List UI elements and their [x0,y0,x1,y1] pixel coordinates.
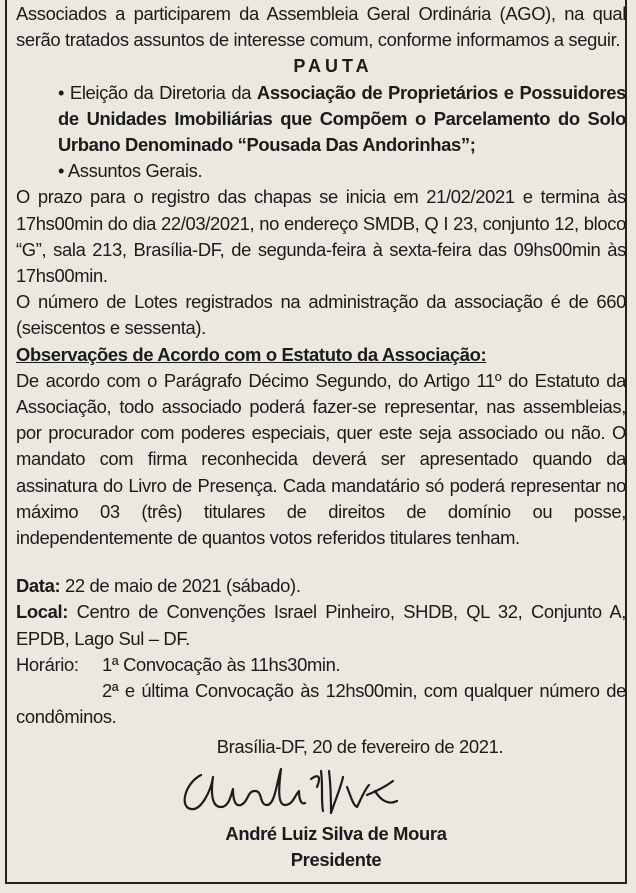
signer-name: André Luiz Silva de Moura [225,822,447,844]
local-line [16,599,626,651]
pauta-heading: PAUTA [293,56,373,77]
agenda-item-2: • Assuntos Gerais. [58,160,203,182]
intro-paragraph: Associados a participarem da Assembleia Geral Ordinária (AGO), na qual serão tratados assuntos de interesse comum, conforme informamos a seguir. [16,3,626,51]
place-date: Brasília-DF, 20 de fevereiro de 2021. [216,736,504,758]
lotes-paragraph: O número de Lotes registrados na administração da associação é de 660 (seiscentos e sessenta). [16,291,626,339]
signature-area [16,761,626,821]
agenda-item-1-prefix: • Eleição da Diretoria da [58,81,257,103]
local-label: Local: [16,601,69,623]
horario-line [16,652,626,678]
agenda-item-1 [16,80,626,159]
horario-label: Horário: [16,653,79,675]
observacoes-heading: Observações de Acordo com o Estatuto da Associação: [16,343,487,365]
signer-role: Presidente [290,848,382,870]
agenda-item-1-association: Associação de Proprietários e Possuidores de Unidades Imobiliárias que Compõem o Parcelamento do Solo Urbano Denominado “Pousada Das Andorinhas”; [58,81,626,156]
data-label: Data: [16,575,61,597]
data-line [16,573,626,599]
second-convocation: 2ª e última Convocação às 12hs00min, com qualquer número de condôminos. [16,680,626,728]
notice-body [16,1,626,873]
spacer [16,551,626,573]
first-convocation: 1ª Convocação às 11hs30min. [102,653,341,675]
local-value: Centro de Convenções Israel Pinheiro, SHDB, QL 32, Conjunto A, EPDB, Lago Sul – DF. [16,601,626,649]
signature-icon [171,761,431,823]
observacoes-paragraph: De acordo com o Parágrafo Décimo Segundo, do Artigo 11º do Estatuto da Associação, todo associado poderá fazer-se representar, nas assembleias, por procurador com poderes especiais, quer este seja associado ou não. O mandato com firma reconhecida deverá ser apresentado quando da assinatura do Livro de Presença. Cada mandatário só poderá representar no máximo 03 (três) titulares de direitos de domínio ou posse, independentemente de quantos votos referidos titulares tenham. [16,369,626,549]
prazo-paragraph: O prazo para o registro das chapas se inicia em 21/02/2021 e termina às 17hs00min do dia 22/03/2021, no endereço SMDB, Q I 23, conjunto 12, bloco “G”, sala 213, Brasília-DF, de segunda-feira à sexta-feira das 09hs00min às 17hs00min. [16,186,626,287]
data-value: 22 de maio de 2021 (sábado). [60,575,301,597]
